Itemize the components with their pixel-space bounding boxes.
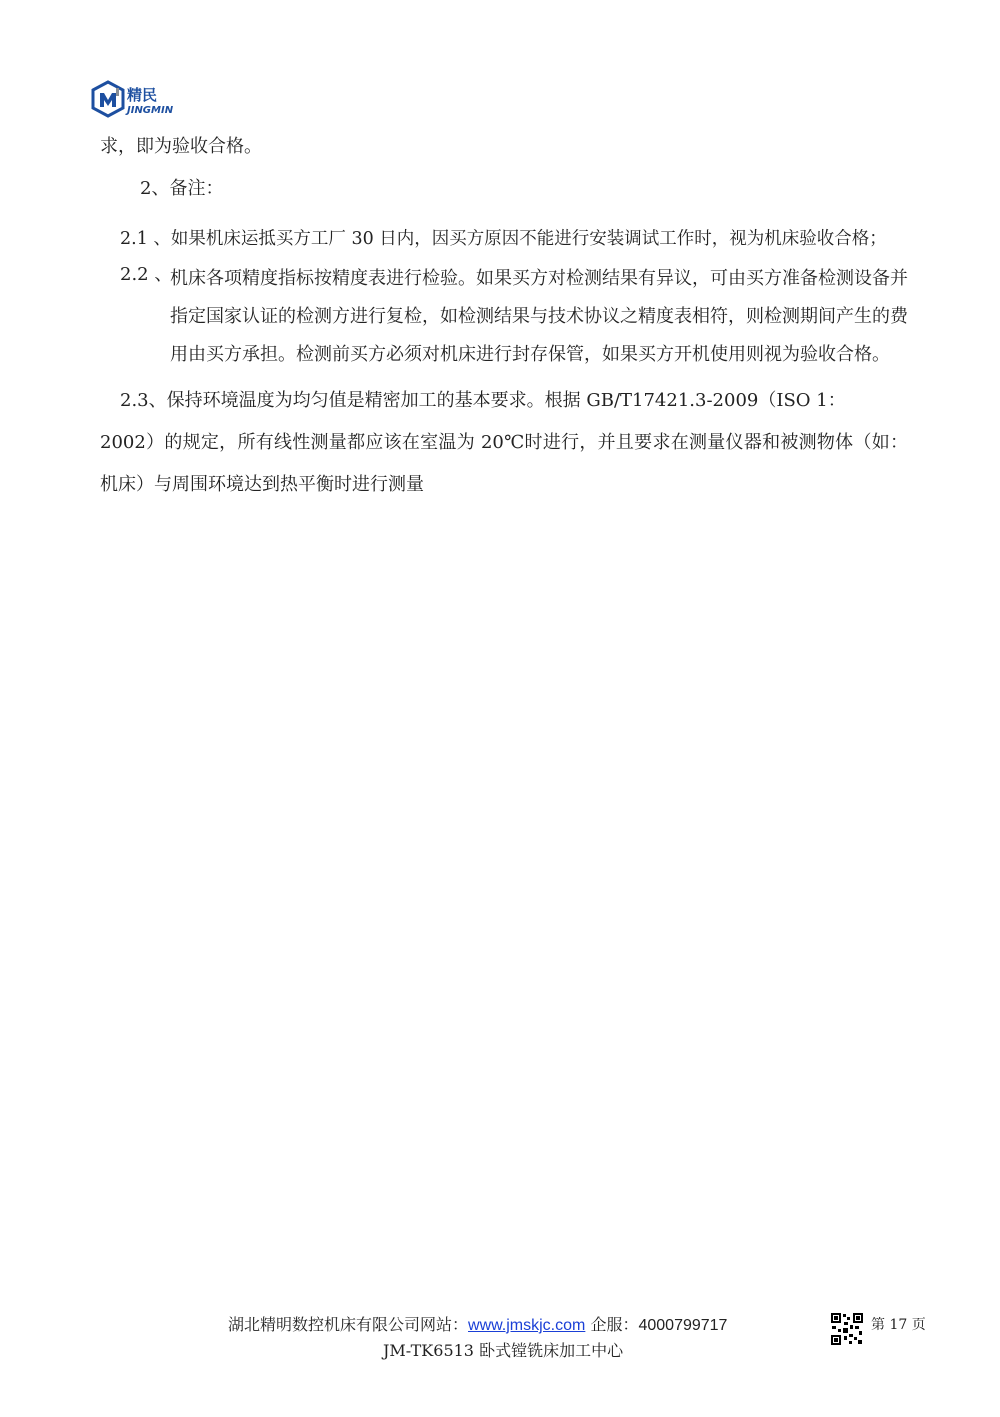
- document-body: [100, 128, 908, 506]
- item-2-1: 2.1 、如果机床运抵买方工厂 30 日内，因买方原因不能进行安装调试工作时，视为机床验收合格；: [120, 229, 887, 249]
- logo-en-text: JINGMIN: [127, 105, 174, 116]
- website-link[interactable]: www.jmskjc.com: [468, 1317, 586, 1334]
- item-2-2: [120, 260, 908, 374]
- footer-contact-line: [228, 1312, 727, 1335]
- service-label: 企服：: [590, 1317, 639, 1334]
- continued-line: 求，即为验收合格。: [100, 136, 262, 157]
- product-name: JM-TK6513 卧式镗铣床加工中心: [383, 1341, 624, 1360]
- qr-code-icon: [830, 1312, 864, 1346]
- page-prefix: 第: [871, 1317, 885, 1333]
- logo-cn-text: 精民: [127, 86, 158, 104]
- item-2-2-number: 2.2 、: [120, 264, 173, 285]
- service-phone: 4000799717: [638, 1317, 728, 1334]
- jingmin-logo-icon: [90, 80, 200, 120]
- company-site-label: 湖北精明数控机床有限公司网站：: [228, 1315, 469, 1334]
- item-2-3: [100, 380, 908, 506]
- page-number-value: 17: [889, 1317, 908, 1333]
- section-2-heading: 2、备注：: [140, 178, 224, 199]
- item-2-2-text: 机床各项精度指标按精度表进行检验。如果买方对检测结果有异议，可由买方准备检测设备并指定国家认证的检测方进行复检，如检测结果与技术协议之精度表相符，则检测期间产生的费用由买方承担。检测前买方必须对机床进行封存保管，如果买方开机使用则视为验收合格。: [170, 268, 908, 365]
- company-logo: [90, 80, 200, 120]
- page-footer: [0, 1308, 1000, 1368]
- page-number: [871, 1314, 926, 1334]
- item-2-3-first: 2.3、保持环境温度为均匀值是精密加工的基本要求。根据 GB/T17421.3-2009（ISO 1：: [120, 390, 846, 411]
- page-suffix: 页: [911, 1317, 926, 1333]
- item-2-3-rest: 2002）的规定，所有线性测量都应该在室温为 20℃时进行，并且要求在测量仪器和被测物体（如：机床）与周围环境达到热平衡时进行测量: [100, 432, 908, 495]
